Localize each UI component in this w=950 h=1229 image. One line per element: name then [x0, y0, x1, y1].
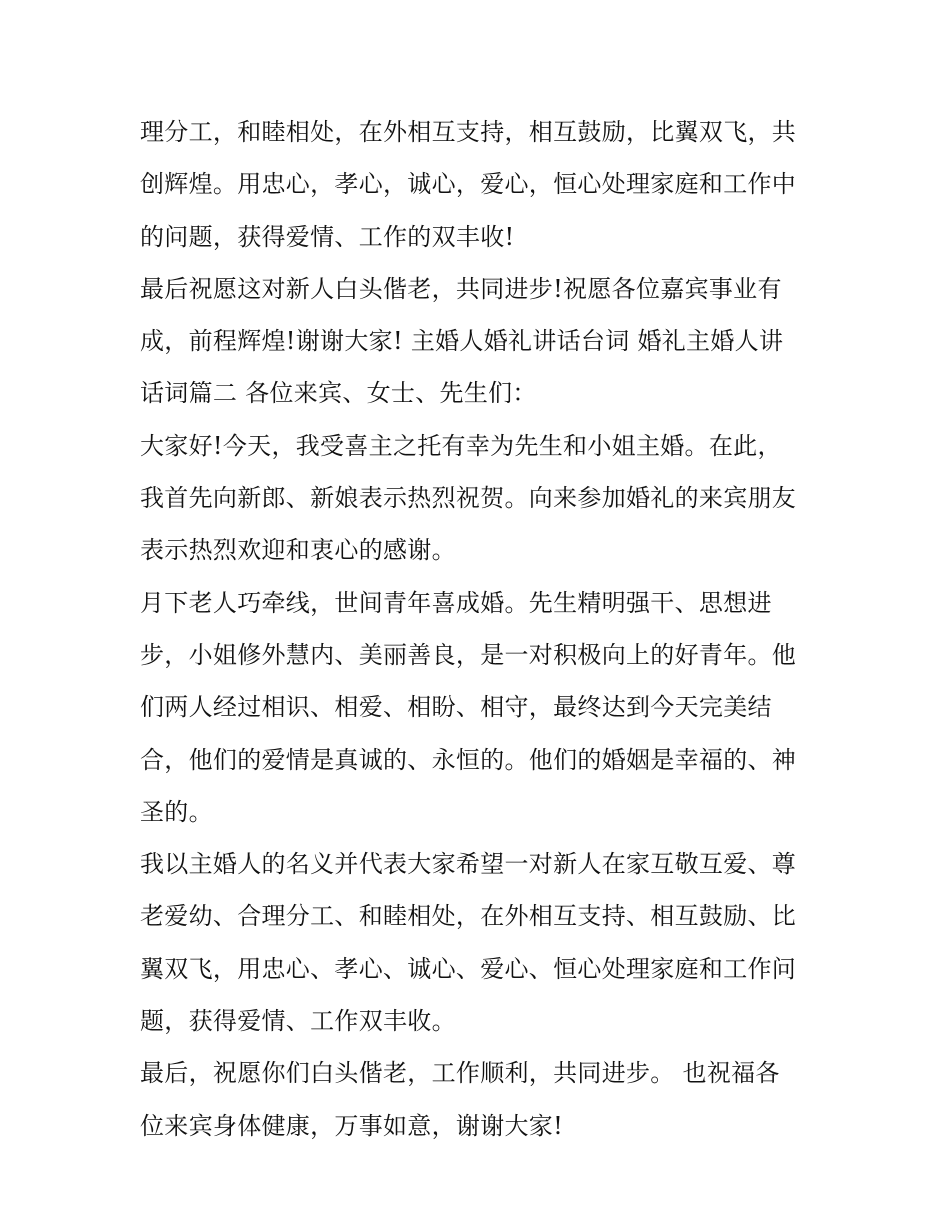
text-line: 最后祝愿这对新人白头偕老，共同进步!祝愿各位嘉宾事业有	[140, 274, 782, 303]
text-line: 翼双飞，用忠心、孝心、诚心、爱心、恒心处理家庭和工作问	[140, 954, 797, 983]
text-line: 表示热烈欢迎和衷心的感谢。	[140, 536, 456, 565]
document-body	[140, 106, 812, 1152]
text-line: 成，前程辉煌!谢谢大家! 主婚人婚礼讲话台词 婚礼主婚人讲	[140, 327, 784, 356]
text-line: 创辉煌。用忠心，孝心，诚心，爱心，恒心处理家庭和工作中	[140, 170, 797, 199]
text-line: 理分工，和睦相处，在外相互支持，相互鼓励，比翼双飞，共	[140, 118, 797, 146]
text-line: 合，他们的爱情是真诚的、永恒的。他们的婚姻是幸福的、神	[140, 745, 797, 774]
text-line: 们两人经过相识、相爱、相盼、相守，最终达到今天完美结	[140, 693, 772, 722]
text-line: 步，小姐修外慧内、美丽善良，是一对积极向上的好青年。他	[140, 640, 797, 669]
text-line: 我以主婚人的名义并代表大家希望一对新人在家互敬互爱、尊	[140, 850, 797, 879]
text-line: 话词篇二 各位来宾、女士、先生们：	[140, 379, 537, 408]
text-line: 老爱幼、合理分工、和睦相处，在外相互支持、相互鼓励、比	[140, 902, 797, 931]
text-line: 大家好!今天，我受喜主之托有幸为先生和小姐主婚。在此，	[140, 431, 782, 460]
text-line: 的问题，获得爱情、工作的双丰收!	[140, 222, 515, 251]
text-line: 位来宾身体健康，万事如意，谢谢大家!	[140, 1111, 564, 1140]
text-line: 圣的。	[140, 797, 213, 826]
text-line: 我首先向新郎、新娘表示热烈祝贺。向来参加婚礼的来宾朋友	[140, 484, 797, 513]
text-line: 题，获得爱情、工作双丰收。	[140, 1007, 456, 1036]
text-line: 最后，祝愿你们白头偕老，工作顺利，共同进步。 也祝福各	[140, 1059, 780, 1088]
text-line: 月下老人巧牵线，世间青年喜成婚。先生精明强干、思想进	[140, 588, 772, 617]
